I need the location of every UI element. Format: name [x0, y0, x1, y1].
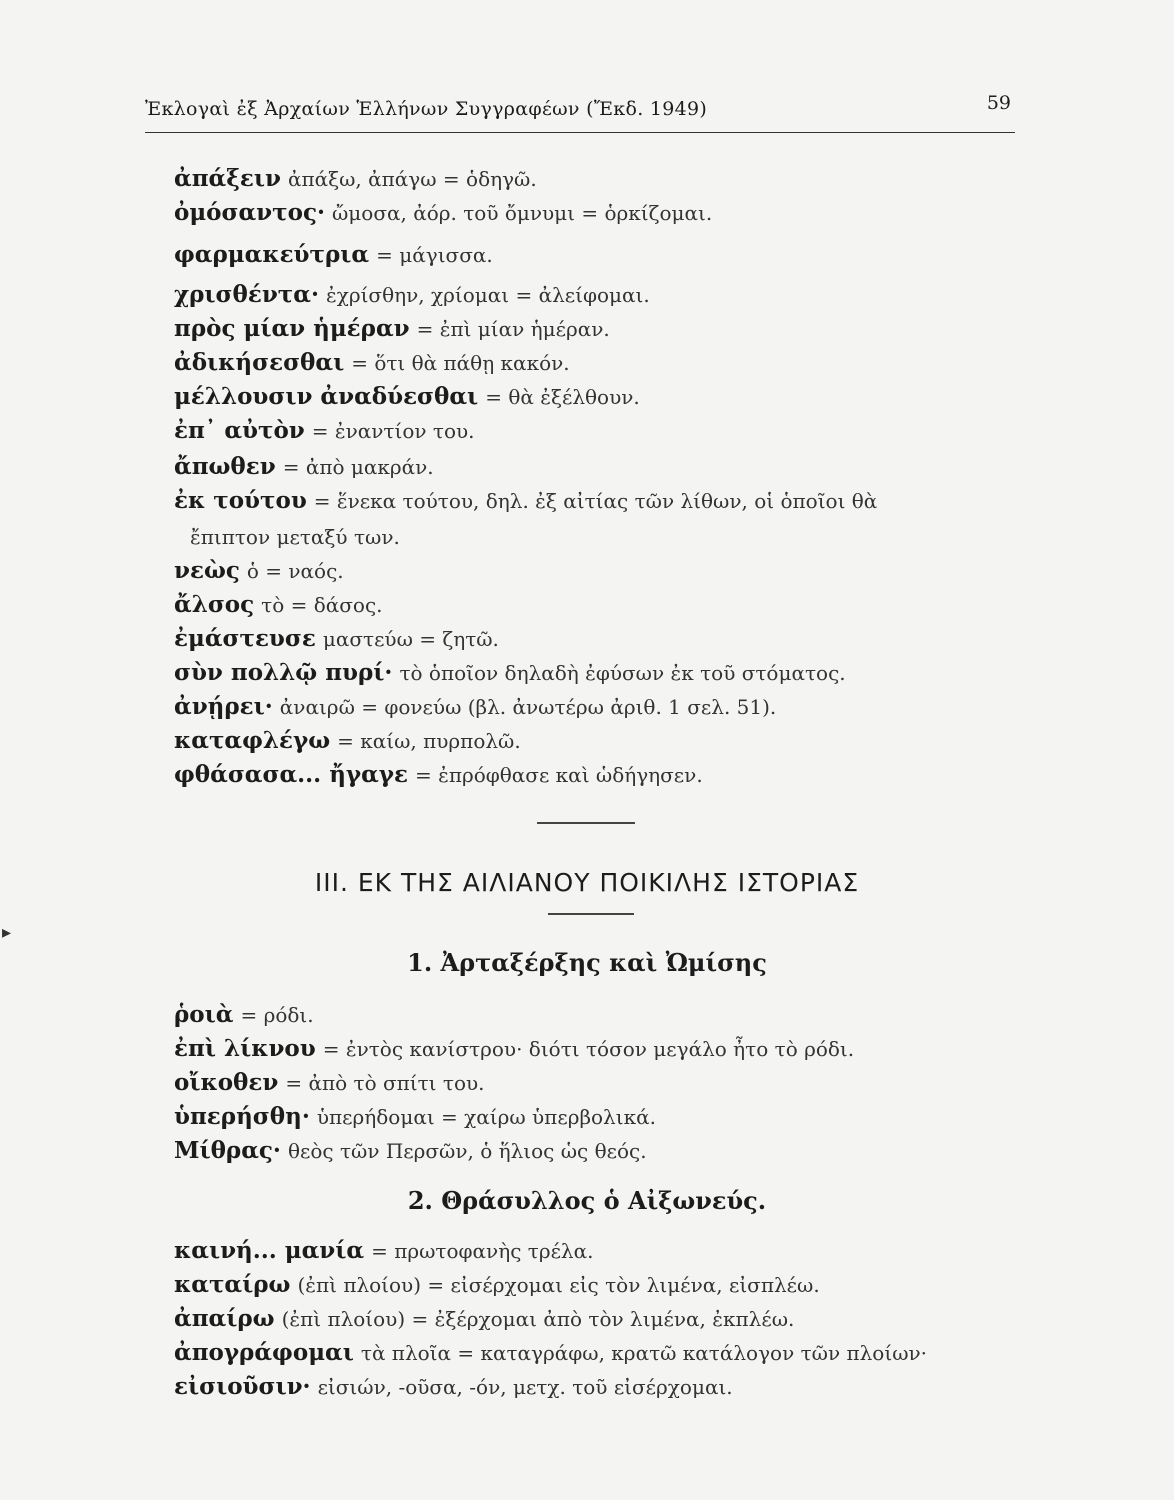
- margin-mark: ▸: [2, 922, 12, 943]
- glossary-entry: [174, 164, 537, 195]
- entry-lemma: ἐπ᾽ αὐτὸν: [174, 417, 305, 444]
- entry-gloss: μαστεύω = ζητῶ.: [322, 627, 499, 651]
- glossary-entry: [174, 348, 570, 379]
- glossary-entry: [174, 1068, 485, 1099]
- glossary-entry-continuation: [190, 522, 400, 553]
- glossary-entry: [174, 280, 650, 311]
- entry-lemma: νεὼς: [174, 557, 240, 584]
- glossary-entry: [174, 1034, 854, 1065]
- entry-lemma: ἀδικήσεσθαι: [174, 349, 345, 376]
- entry-gloss: (ἐπὶ πλοίου) = εἰσέρχομαι εἰς τὸν λιμένα, εἰσπλέω.: [297, 1273, 820, 1297]
- entry-lemma: Μίθρας·: [174, 1137, 281, 1164]
- entry-lemma: ἀπογράφομαι: [174, 1339, 354, 1366]
- entry-gloss: = ἐντὸς κανίστρου· διότι τόσον μεγάλο ἦτο τὸ ρόδι.: [322, 1037, 855, 1061]
- glossary-entry: [174, 760, 703, 791]
- entry-lemma: φθάσασα... ἤγαγε: [174, 761, 408, 788]
- entry-lemma: καταίρω: [174, 1271, 291, 1298]
- glossary-entry: [174, 1136, 647, 1167]
- glossary-entry: [174, 486, 877, 517]
- glossary-entry: [174, 692, 776, 723]
- glossary-entry: [174, 590, 383, 621]
- entry-gloss: τὸ ὁποῖον δηλαδὴ ἐφύσων ἐκ τοῦ στόματος.: [399, 661, 846, 685]
- subsection-title: 2. Θράσυλλος ὁ Αἰξωνεύς.: [407, 1186, 767, 1215]
- entry-gloss: θεὸς τῶν Περσῶν, ὁ ἥλιος ὡς θεός.: [287, 1139, 647, 1163]
- entry-lemma: ῥοιὰ: [174, 1001, 234, 1028]
- subsection-title: 1. Ἀρταξέρξης καὶ Ὠμίσης: [407, 948, 767, 977]
- glossary-entry: [174, 198, 712, 229]
- glossary-entry: [174, 556, 344, 587]
- glossary-entry: [174, 452, 434, 483]
- glossary-entry: [174, 314, 610, 345]
- entry-lemma: ὀμόσαντος·: [174, 199, 325, 226]
- entry-lemma: ἐπὶ λίκνου: [174, 1035, 316, 1062]
- glossary-entry: [174, 658, 846, 689]
- glossary-entry: [174, 624, 499, 655]
- entry-gloss: = θὰ ἐξέλθουν.: [485, 385, 640, 409]
- entry-gloss: ὑπερήδομαι = χαίρω ὑπερβολικά.: [316, 1105, 656, 1129]
- entry-lemma: καταφλέγω: [174, 727, 331, 754]
- entry-lemma: σὺν πολλῷ πυρί·: [174, 659, 393, 686]
- entry-gloss: = μάγισσα.: [376, 243, 493, 267]
- entry-lemma: ἀπαίρω: [174, 1305, 275, 1332]
- entry-lemma: εἰσιοῦσιν·: [174, 1373, 311, 1400]
- entry-lemma: μέλλουσιν ἀναδύεσθαι: [174, 383, 479, 410]
- entry-lemma: ἐκ τούτου: [174, 487, 307, 514]
- entry-gloss: = ἐπὶ μίαν ἡμέραν.: [416, 317, 610, 341]
- entry-lemma: ἄλσος: [174, 591, 255, 618]
- section-title: III. ΕΚ ΤΗΣ ΑΙΛΙΑΝΟΥ ΠΟΙΚΙΛΗΣ ΙΣΤΟΡΙΑΣ: [314, 868, 860, 897]
- entry-gloss: τὰ πλοῖα = καταγράφω, κρατῶ κατάλογον τῶν πλοίων·: [360, 1341, 928, 1365]
- entry-gloss: τὸ = δάσος.: [261, 593, 383, 617]
- glossary-entry: [174, 240, 493, 271]
- entry-gloss: = ἐναντίον του.: [311, 419, 475, 443]
- entry-gloss: ἀπάξω, ἀπάγω = ὁδηγῶ.: [287, 167, 537, 191]
- glossary-entry: [174, 416, 475, 447]
- running-header: [145, 92, 1015, 133]
- entry-gloss: = ρόδι.: [240, 1003, 314, 1027]
- entry-lemma: πρὸς μίαν ἡμέραν: [174, 315, 410, 342]
- header-title: Ἐκλογαὶ ἐξ Ἀρχαίων Ἑλλήνων Συγγραφέων (Ἔκδ. 1949): [145, 98, 708, 120]
- glossary-entry: [174, 1338, 927, 1369]
- entry-gloss: = ὅτι θὰ πάθῃ κακόν.: [351, 351, 570, 375]
- entry-gloss: εἰσιών, -οῦσα, -όν, μετχ. τοῦ εἰσέρχομαι.: [317, 1375, 733, 1399]
- entry-gloss: ὤμοσα, ἀόρ. τοῦ ὄμνυμι = ὁρκίζομαι.: [331, 201, 713, 225]
- entry-gloss: = ἕνεκα τούτου, δηλ. ἐξ αἰτίας τῶν λίθων, οἱ ὁποῖοι θὰ: [313, 489, 878, 513]
- entry-gloss: = ἐπρόφθασε καὶ ὡδήγησεν.: [414, 763, 703, 787]
- glossary-entry: [174, 1372, 733, 1403]
- entry-lemma: ἀπάξειν: [174, 165, 281, 192]
- glossary-entry: [174, 1270, 820, 1301]
- entry-gloss: = πρωτοφανὴς τρέλα.: [371, 1239, 594, 1263]
- glossary-entry: [174, 1304, 794, 1335]
- entry-gloss: = ἀπὸ τὸ σπίτι του.: [285, 1071, 485, 1095]
- entry-lemma: οἴκοθεν: [174, 1069, 279, 1096]
- entry-lemma: ἄπωθεν: [174, 453, 276, 480]
- section-divider: [537, 822, 635, 824]
- entry-lemma: φαρμακεύτρια: [174, 241, 370, 268]
- glossary-entry: [174, 726, 521, 757]
- section-divider: [548, 913, 634, 915]
- page-number: 59: [986, 92, 1011, 114]
- glossary-entry: [174, 1000, 314, 1031]
- entry-lemma: καινή... μανία: [174, 1237, 365, 1264]
- entry-gloss: = καίω, πυρπολῶ.: [337, 729, 521, 753]
- entry-gloss: ἀναιρῶ = φονεύω (βλ. ἀνωτέρω ἀριθ. 1 σελ. 51).: [279, 695, 777, 719]
- entry-gloss: (ἐπὶ πλοίου) = ἐξέρχομαι ἀπὸ τὸν λιμένα, ἐκπλέω.: [281, 1307, 795, 1331]
- entry-lemma: ἐμάστευσε: [174, 625, 316, 652]
- entry-lemma: χρισθέντα·: [174, 281, 319, 308]
- entry-lemma: ἀνῄρει·: [174, 693, 273, 720]
- entry-gloss: ἔπιπτον μεταξύ των.: [190, 525, 400, 549]
- glossary-entry: [174, 1236, 593, 1267]
- glossary-entry: [174, 1102, 656, 1133]
- entry-gloss: = ἀπὸ μακράν.: [282, 455, 434, 479]
- entry-gloss: ἐχρίσθην, χρίομαι = ἀλείφομαι.: [325, 283, 650, 307]
- entry-lemma: ὑπερήσθη·: [174, 1103, 310, 1130]
- entry-gloss: ὁ = ναός.: [246, 559, 344, 583]
- glossary-entry: [174, 382, 640, 413]
